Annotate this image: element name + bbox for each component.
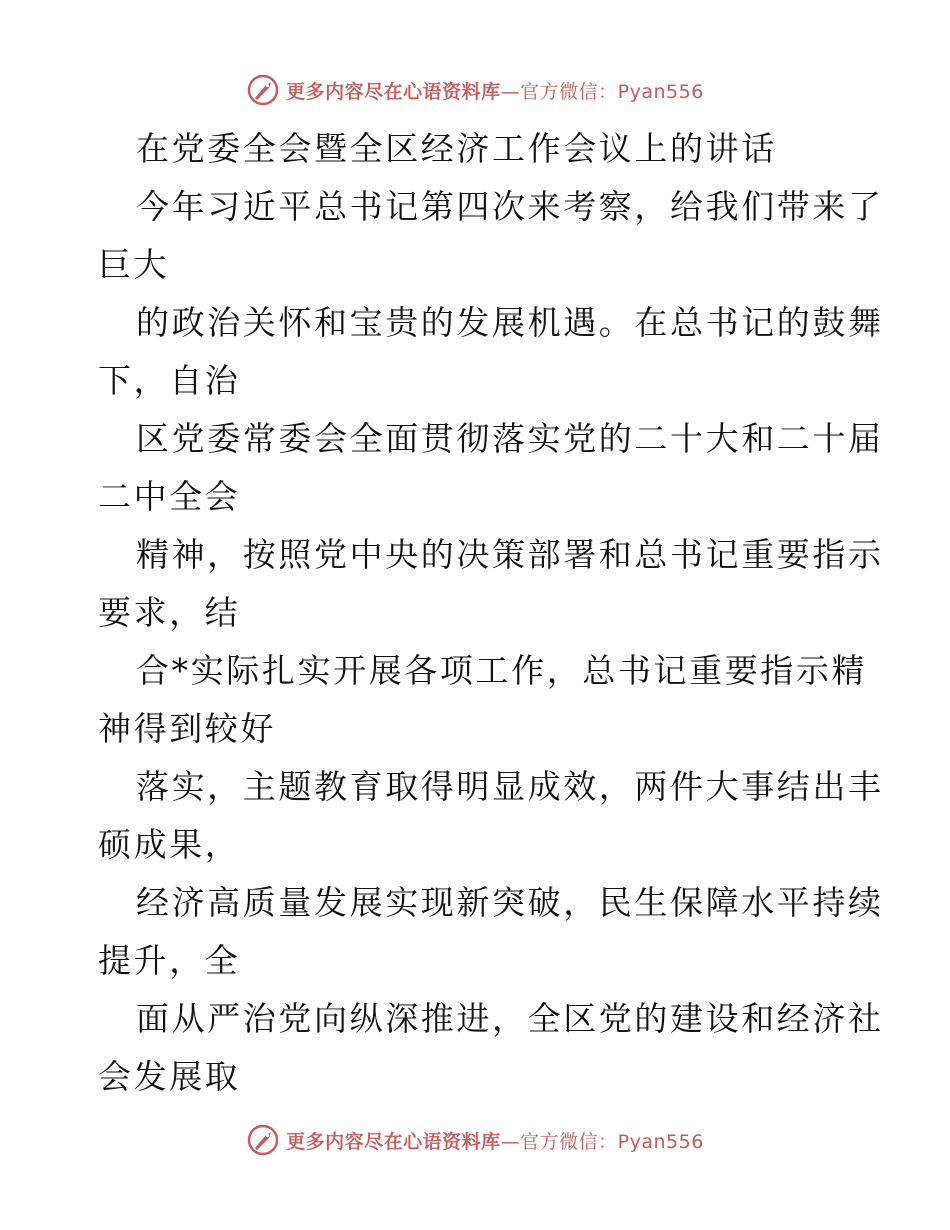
text-line: 神得到较好 xyxy=(98,709,276,748)
footer-watermark xyxy=(0,1120,950,1160)
text-line: 经济高质量发展实现新突破，民生保障水平持续 xyxy=(136,883,884,922)
watermark-text xyxy=(286,1127,704,1154)
text-line: 面从严治党向纵深推进，全区党的建设和经济社 xyxy=(136,999,884,1038)
watermark-contact: —官方微信：Pyan556 xyxy=(500,1130,704,1153)
pen-nib-circle-icon xyxy=(246,1123,280,1157)
text-line: 精神，按照党中央的决策部署和总书记重要指示 xyxy=(136,535,884,574)
watermark-text xyxy=(286,77,704,104)
text-line: 今年习近平总书记第四次来考察，给我们带来了 xyxy=(136,187,884,226)
text-line: 合*实际扎实开展各项工作，总书记重要指示精 xyxy=(136,651,868,690)
text-line: 落实，主题教育取得明显成效，两件大事结出丰 xyxy=(136,767,884,806)
text-line: 巨大 xyxy=(98,245,170,284)
watermark-brand: 更多内容尽在心语资料库 xyxy=(286,1130,501,1153)
text-line: 的政治关怀和宝贵的发展机遇。在总书记的鼓舞 xyxy=(136,303,884,342)
text-line: 会发展取 xyxy=(98,1057,241,1096)
text-line: 提升，全 xyxy=(98,941,241,980)
document-body xyxy=(98,120,884,1106)
pen-nib-circle-icon xyxy=(246,73,280,107)
text-line: 硕成果， xyxy=(98,825,241,864)
text-line: 要求，结 xyxy=(98,593,241,632)
text-line: 区党委常委会全面贯彻落实党的二十大和二十届 xyxy=(136,419,884,458)
document-title: 在党委全会暨全区经济工作会议上的讲话 xyxy=(136,129,777,168)
header-watermark xyxy=(0,70,950,110)
watermark-contact: —官方微信：Pyan556 xyxy=(500,80,704,103)
watermark-brand: 更多内容尽在心语资料库 xyxy=(286,80,501,103)
text-line: 下，自治 xyxy=(98,361,241,400)
text-line: 二中全会 xyxy=(98,477,241,516)
